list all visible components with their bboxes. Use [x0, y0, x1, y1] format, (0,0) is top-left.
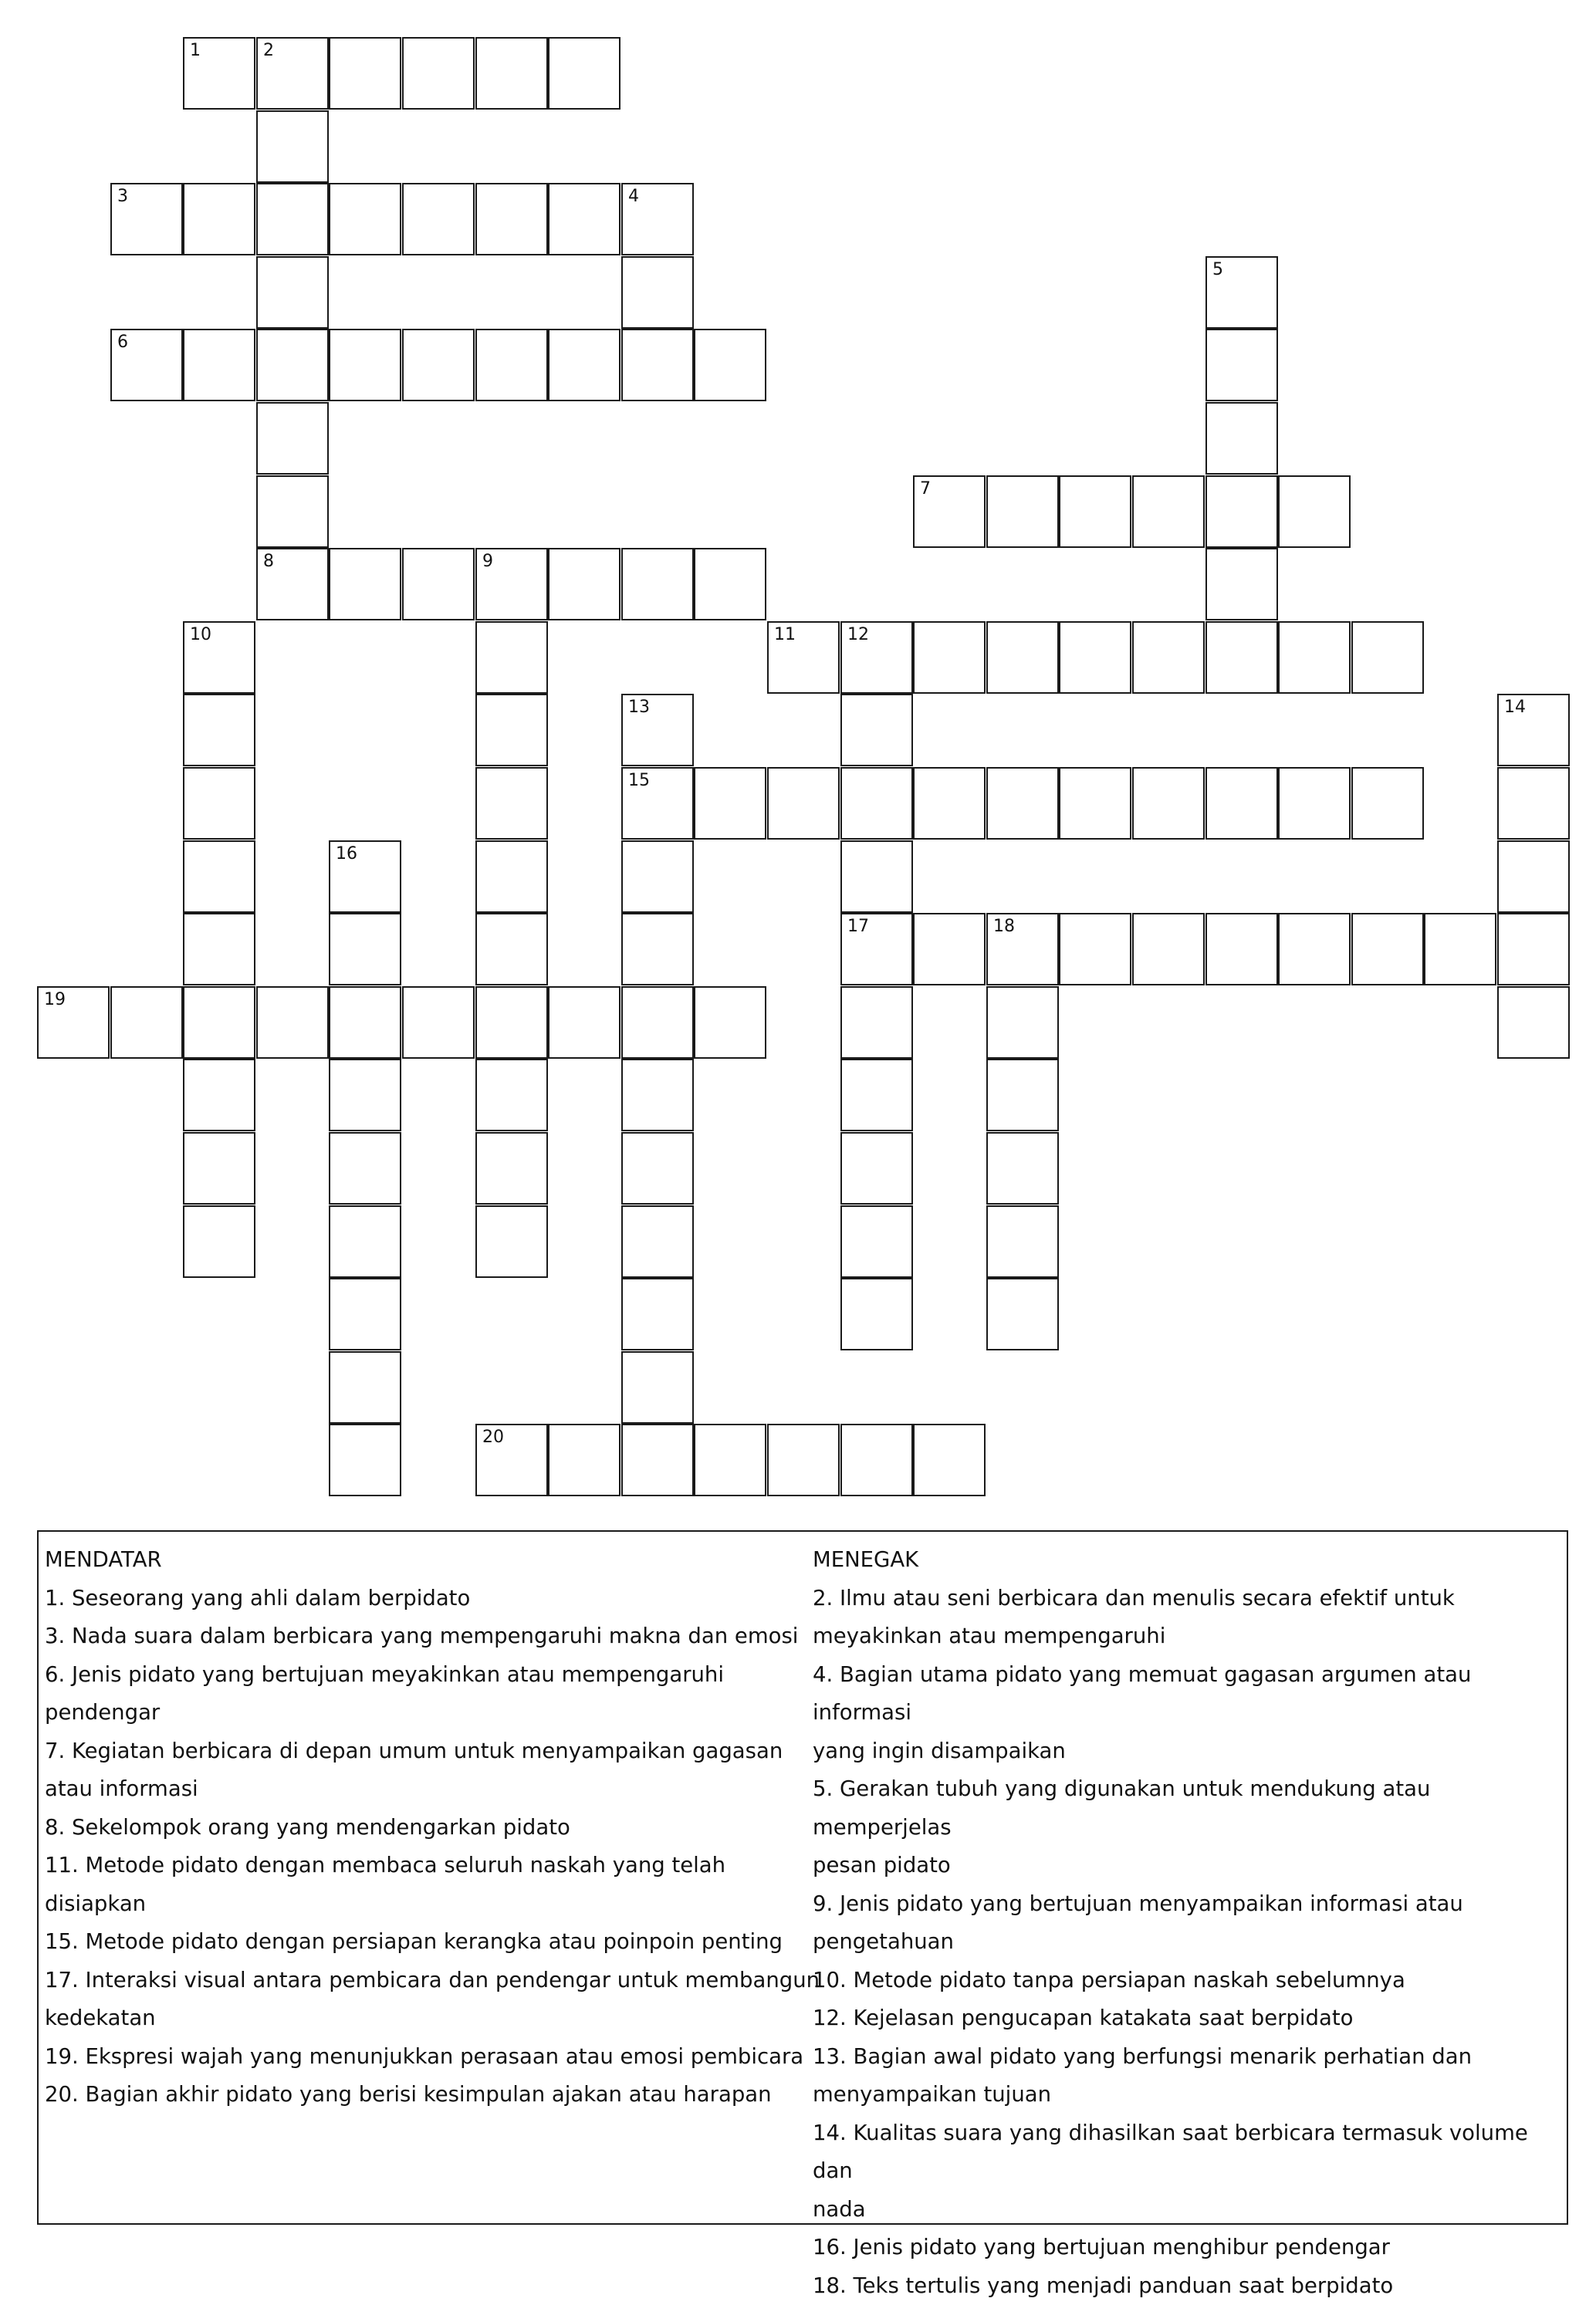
grid-cell[interactable] [840, 1059, 913, 1131]
grid-cell[interactable] [694, 1424, 766, 1496]
grid-cell[interactable] [183, 1205, 255, 1278]
grid-cell[interactable] [840, 621, 913, 694]
clue-number: 15 [628, 772, 650, 789]
grid-cell[interactable] [1278, 913, 1351, 985]
clue-line: 8. Sekelompok orang yang mendengarkan pidato [45, 1809, 824, 1847]
clue-number: 20 [482, 1429, 504, 1446]
clue-line: 16. Jenis pidato yang bertujuan menghibur pendengar [813, 2229, 1565, 2267]
clue-line: pesan pidato [813, 1847, 1565, 1885]
grid-cell[interactable] [621, 694, 694, 766]
clue-number: 16 [336, 846, 357, 863]
clue-number: 6 [117, 334, 128, 351]
clues-box [37, 1530, 1568, 2225]
grid-cell[interactable] [621, 1278, 694, 1350]
grid-cell[interactable] [767, 1424, 840, 1496]
grid-cell[interactable] [110, 329, 183, 401]
clue-number: 19 [44, 992, 66, 1009]
grid-cell[interactable] [183, 1132, 255, 1205]
grid-cell[interactable] [1059, 621, 1131, 694]
grid-cell[interactable] [840, 1424, 913, 1496]
grid-cell[interactable] [402, 986, 475, 1059]
grid-cell[interactable] [840, 1132, 913, 1205]
clue-line: 1. Seseorang yang ahli dalam berpidato [45, 1580, 824, 1618]
grid-cell[interactable] [1132, 475, 1205, 548]
grid-cell[interactable] [986, 913, 1059, 985]
grid-cell[interactable] [767, 621, 840, 694]
grid-cell[interactable] [1351, 621, 1424, 694]
grid-cell[interactable] [840, 840, 913, 913]
down-heading: MENEGAK [813, 1541, 1565, 1580]
grid-cell[interactable] [329, 1059, 401, 1131]
grid-cell[interactable] [256, 183, 329, 255]
grid-cell[interactable] [1059, 913, 1131, 985]
grid-cell[interactable] [621, 183, 694, 255]
clue-line: 10. Metode pidato tanpa persiapan naskah sebelumnya [813, 1962, 1565, 2000]
grid-cell[interactable] [256, 110, 329, 183]
grid-cell[interactable] [183, 767, 255, 840]
grid-cell[interactable] [256, 329, 329, 401]
grid-cell[interactable] [1205, 621, 1278, 694]
grid-cell[interactable] [1205, 767, 1278, 840]
clue-line: nada [813, 2191, 1565, 2229]
clue-line: menyampaikan tujuan [813, 2076, 1565, 2114]
grid-cell[interactable] [329, 548, 401, 620]
clue-line: 7. Kegiatan berbicara di depan umum untuk menyampaikan gagasan [45, 1732, 824, 1771]
grid-cell[interactable] [840, 1278, 913, 1350]
down-clues [813, 1541, 1565, 2305]
grid-cell[interactable] [183, 840, 255, 913]
grid-cell[interactable] [621, 913, 694, 985]
grid-cell[interactable] [1205, 548, 1278, 620]
grid-cell[interactable] [475, 621, 548, 694]
clue-number: 7 [920, 481, 931, 498]
grid-cell[interactable] [840, 694, 913, 766]
clue-line: 19. Ekspresi wajah yang menunjukkan perasaan atau emosi pembicara [45, 2038, 824, 2077]
grid-cell[interactable] [1205, 913, 1278, 985]
grid-cell[interactable] [840, 1205, 913, 1278]
grid-cell[interactable] [475, 767, 548, 840]
grid-cell[interactable] [548, 37, 620, 110]
grid-cell[interactable] [1132, 767, 1205, 840]
clue-line: pendengar [45, 1694, 824, 1732]
grid-cell[interactable] [37, 986, 110, 1059]
grid-cell[interactable] [1205, 329, 1278, 401]
grid-cell[interactable] [694, 329, 766, 401]
clue-line: pengetahuan [813, 1923, 1565, 1962]
grid-cell[interactable] [183, 329, 255, 401]
grid-cell[interactable] [548, 183, 620, 255]
grid-cell[interactable] [402, 329, 475, 401]
grid-cell[interactable] [694, 986, 766, 1059]
grid-cell[interactable] [986, 986, 1059, 1059]
grid-cell[interactable] [256, 402, 329, 475]
grid-cell[interactable] [183, 37, 255, 110]
grid-cell[interactable] [475, 913, 548, 985]
clue-number: 5 [1212, 262, 1223, 279]
grid-cell[interactable] [1278, 475, 1351, 548]
grid-cell[interactable] [621, 1351, 694, 1424]
clue-number: 12 [847, 627, 869, 644]
grid-cell[interactable] [913, 913, 986, 985]
grid-cell[interactable] [986, 767, 1059, 840]
grid-cell[interactable] [840, 913, 913, 985]
grid-cell[interactable] [475, 37, 548, 110]
clue-line: 5. Gerakan tubuh yang digunakan untuk mendukung atau memperjelas [813, 1770, 1565, 1847]
grid-cell[interactable] [475, 548, 548, 620]
grid-cell[interactable] [475, 986, 548, 1059]
grid-cell[interactable] [986, 1205, 1059, 1278]
clue-number: 4 [628, 188, 639, 205]
grid-cell[interactable] [1497, 694, 1570, 766]
clue-line: 14. Kualitas suara yang dihasilkan saat berbicara termasuk volume dan [813, 2114, 1565, 2191]
grid-cell[interactable] [986, 1059, 1059, 1131]
clue-number: 11 [774, 627, 796, 644]
clue-line: atau informasi [45, 1770, 824, 1809]
clue-line: kedekatan [45, 1999, 824, 2038]
grid-cell[interactable] [621, 1132, 694, 1205]
clue-line: 11. Metode pidato dengan membaca seluruh naskah yang telah [45, 1847, 824, 1885]
grid-cell[interactable] [621, 256, 694, 329]
clue-line: 15. Metode pidato dengan persiapan kerangka atau poinpoin penting [45, 1923, 824, 1962]
grid-cell[interactable] [621, 1205, 694, 1278]
grid-cell[interactable] [329, 329, 401, 401]
grid-cell[interactable] [475, 1424, 548, 1496]
clue-number: 2 [263, 42, 274, 59]
grid-cell[interactable] [548, 1424, 620, 1496]
grid-cell[interactable] [475, 1205, 548, 1278]
across-clues [45, 1541, 824, 2114]
grid-cell[interactable] [256, 256, 329, 329]
grid-cell[interactable] [475, 840, 548, 913]
clue-line: 6. Jenis pidato yang bertujuan meyakinkan atau mempengaruhi [45, 1656, 824, 1695]
clue-number: 9 [482, 553, 493, 570]
grid-cell[interactable] [402, 37, 475, 110]
grid-cell[interactable] [1497, 986, 1570, 1059]
clue-number: 18 [993, 918, 1015, 935]
across-heading: MENDATAR [45, 1541, 824, 1580]
grid-cell[interactable] [329, 986, 401, 1059]
grid-cell[interactable] [183, 986, 255, 1059]
grid-cell[interactable] [1351, 767, 1424, 840]
grid-cell[interactable] [110, 986, 183, 1059]
clue-line: 9. Jenis pidato yang bertujuan menyampaikan informasi atau [813, 1885, 1565, 1924]
grid-cell[interactable] [621, 1059, 694, 1131]
grid-cell[interactable] [256, 548, 329, 620]
clue-line: 3. Nada suara dalam berbicara yang mempengaruhi makna dan emosi [45, 1617, 824, 1656]
clue-line: 18. Teks tertulis yang menjadi panduan saat berpidato [813, 2267, 1565, 2305]
clue-line: disiapkan [45, 1885, 824, 1924]
grid-cell[interactable] [329, 1205, 401, 1278]
grid-cell[interactable] [475, 694, 548, 766]
grid-cell[interactable] [621, 986, 694, 1059]
grid-cell[interactable] [329, 840, 401, 913]
clue-number: 14 [1504, 699, 1526, 716]
grid-cell[interactable] [1497, 840, 1570, 913]
grid-cell[interactable] [986, 1278, 1059, 1350]
clue-number: 17 [847, 918, 869, 935]
grid-cell[interactable] [1497, 913, 1570, 985]
grid-cell[interactable] [402, 183, 475, 255]
grid-cell[interactable] [621, 840, 694, 913]
grid-cell[interactable] [110, 183, 183, 255]
grid-cell[interactable] [329, 913, 401, 985]
grid-cell[interactable] [475, 329, 548, 401]
grid-cell[interactable] [913, 1424, 986, 1496]
grid-cell[interactable] [986, 1132, 1059, 1205]
grid-cell[interactable] [1205, 475, 1278, 548]
grid-cell[interactable] [1205, 256, 1278, 329]
grid-cell[interactable] [329, 1132, 401, 1205]
clue-line: 20. Bagian akhir pidato yang berisi kesimpulan ajakan atau harapan [45, 2076, 824, 2114]
grid-cell[interactable] [183, 913, 255, 985]
clue-line: yang ingin disampaikan [813, 1732, 1565, 1771]
grid-cell[interactable] [840, 767, 913, 840]
grid-cell[interactable] [475, 1059, 548, 1131]
grid-cell[interactable] [913, 767, 986, 840]
grid-cell[interactable] [694, 548, 766, 620]
grid-cell[interactable] [183, 621, 255, 694]
clue-number: 10 [190, 627, 211, 644]
clue-number: 13 [628, 699, 650, 716]
grid-cell[interactable] [1497, 767, 1570, 840]
grid-cell[interactable] [256, 37, 329, 110]
clue-line: 13. Bagian awal pidato yang berfungsi menarik perhatian dan [813, 2038, 1565, 2077]
clue-line: 17. Interaksi visual antara pembicara dan pendengar untuk membangun [45, 1962, 824, 2000]
clue-line: meyakinkan atau mempengaruhi [813, 1617, 1565, 1656]
grid-cell[interactable] [621, 1424, 694, 1496]
grid-cell[interactable] [256, 986, 329, 1059]
grid-cell[interactable] [329, 1351, 401, 1424]
grid-cell[interactable] [548, 986, 620, 1059]
grid-cell[interactable] [621, 329, 694, 401]
grid-cell[interactable] [329, 1424, 401, 1496]
grid-cell[interactable] [913, 621, 986, 694]
clue-number: 3 [117, 188, 128, 205]
clue-line: 12. Kejelasan pengucapan katakata saat berpidato [813, 1999, 1565, 2038]
grid-cell[interactable] [475, 183, 548, 255]
grid-cell[interactable] [1132, 913, 1205, 985]
grid-cell[interactable] [1278, 621, 1351, 694]
grid-cell[interactable] [329, 183, 401, 255]
grid-cell[interactable] [548, 548, 620, 620]
grid-cell[interactable] [1424, 913, 1496, 985]
grid-cell[interactable] [1059, 767, 1131, 840]
grid-cell[interactable] [329, 37, 401, 110]
clue-line: 4. Bagian utama pidato yang memuat gagasan argumen atau informasi [813, 1656, 1565, 1732]
grid-cell[interactable] [1205, 402, 1278, 475]
grid-cell[interactable] [475, 1132, 548, 1205]
grid-cell[interactable] [329, 1278, 401, 1350]
grid-cell[interactable] [256, 475, 329, 548]
grid-cell[interactable] [621, 548, 694, 620]
grid-cell[interactable] [183, 1059, 255, 1131]
grid-cell[interactable] [840, 986, 913, 1059]
grid-cell[interactable] [767, 767, 840, 840]
clue-line: 2. Ilmu atau seni berbicara dan menulis secara efektif untuk [813, 1580, 1565, 1618]
grid-cell[interactable] [694, 767, 766, 840]
grid-cell[interactable] [986, 475, 1059, 548]
clue-number: 1 [190, 42, 201, 59]
grid-cell[interactable] [548, 329, 620, 401]
grid-cell[interactable] [986, 621, 1059, 694]
grid-cell[interactable] [183, 694, 255, 766]
grid-cell[interactable] [1351, 913, 1424, 985]
grid-cell[interactable] [621, 767, 694, 840]
grid-cell[interactable] [1059, 475, 1131, 548]
grid-cell[interactable] [1132, 621, 1205, 694]
grid-cell[interactable] [402, 548, 475, 620]
grid-cell[interactable] [1278, 767, 1351, 840]
grid-cell[interactable] [183, 183, 255, 255]
grid-cell[interactable] [913, 475, 986, 548]
clue-number: 8 [263, 553, 274, 570]
